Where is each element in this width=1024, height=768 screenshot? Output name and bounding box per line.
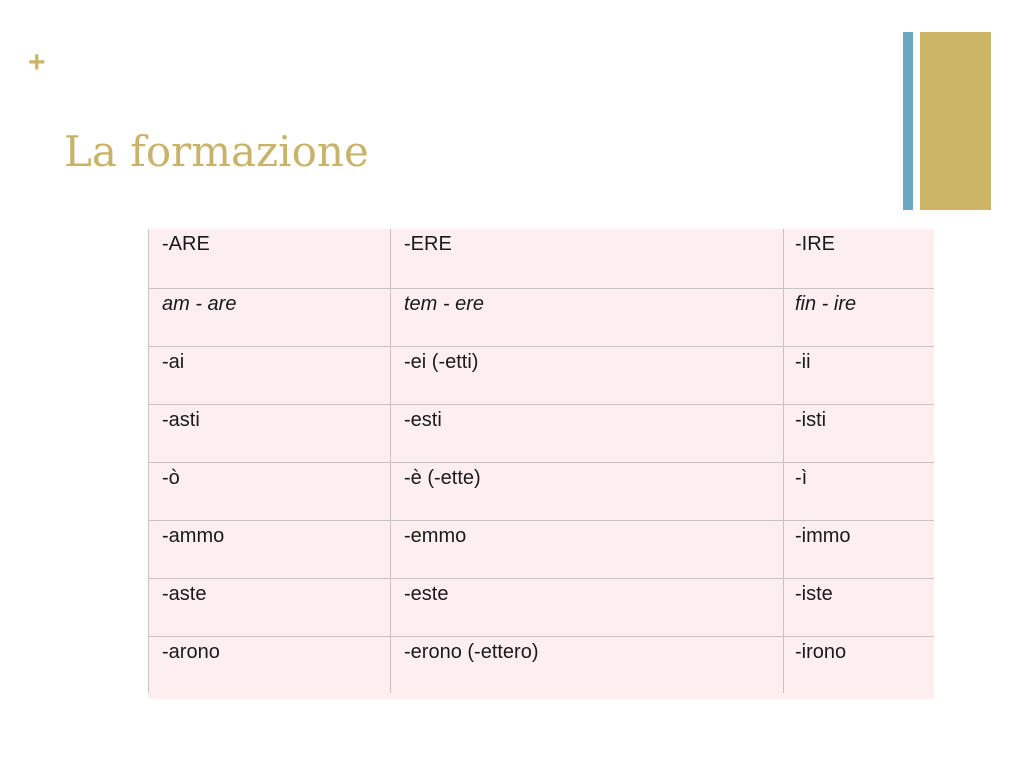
table-cell-ire: -ii [784, 346, 935, 404]
plus-marker: + [28, 46, 46, 79]
table-row [149, 636, 935, 693]
table-cell-ere: -è (-ette) [391, 462, 784, 520]
table-cell-are: -asti [149, 404, 391, 462]
table-cell-ire: -ì [784, 462, 935, 520]
accent-block-gold [920, 32, 991, 210]
table-row [149, 578, 935, 636]
table-row [149, 288, 935, 346]
table-cell-ere: -erono (-ettero) [391, 636, 784, 693]
table-cell-ire: -isti [784, 404, 935, 462]
table-cell-ere: -esti [391, 404, 784, 462]
table-cell-ire: fin - ire [784, 288, 935, 346]
table-cell-ere: -este [391, 578, 784, 636]
slide-title: La formazione [64, 127, 369, 176]
table-row [149, 404, 935, 462]
table-cell-are: -aste [149, 578, 391, 636]
table-cell-ere: -emmo [391, 520, 784, 578]
table-cell-ire: -iste [784, 578, 935, 636]
conjugation-table [148, 229, 934, 693]
table-cell-are: -ai [149, 346, 391, 404]
table-cell-are: -ò [149, 462, 391, 520]
table-cell-ire: -irono [795, 640, 847, 663]
table-cell-are: am - are [149, 288, 391, 346]
table-row [149, 520, 935, 578]
table-cell-ere: -ei (-etti) [391, 346, 784, 404]
table-cell-ire: -immo [784, 520, 935, 578]
accent-bar-blue [903, 32, 913, 210]
table-cell-ere: tem - ere [391, 288, 784, 346]
table-cell-are: -ammo [149, 520, 391, 578]
table-row [149, 346, 935, 404]
table-cell-are: -arono [149, 636, 391, 693]
table-cell-ire: -IRE [784, 229, 935, 288]
table-row [149, 462, 935, 520]
table-cell-ere: -ERE [391, 229, 784, 288]
table-cell-are: -ARE [149, 229, 391, 288]
conjugation-table-container [148, 229, 934, 699]
table-row [149, 229, 935, 288]
